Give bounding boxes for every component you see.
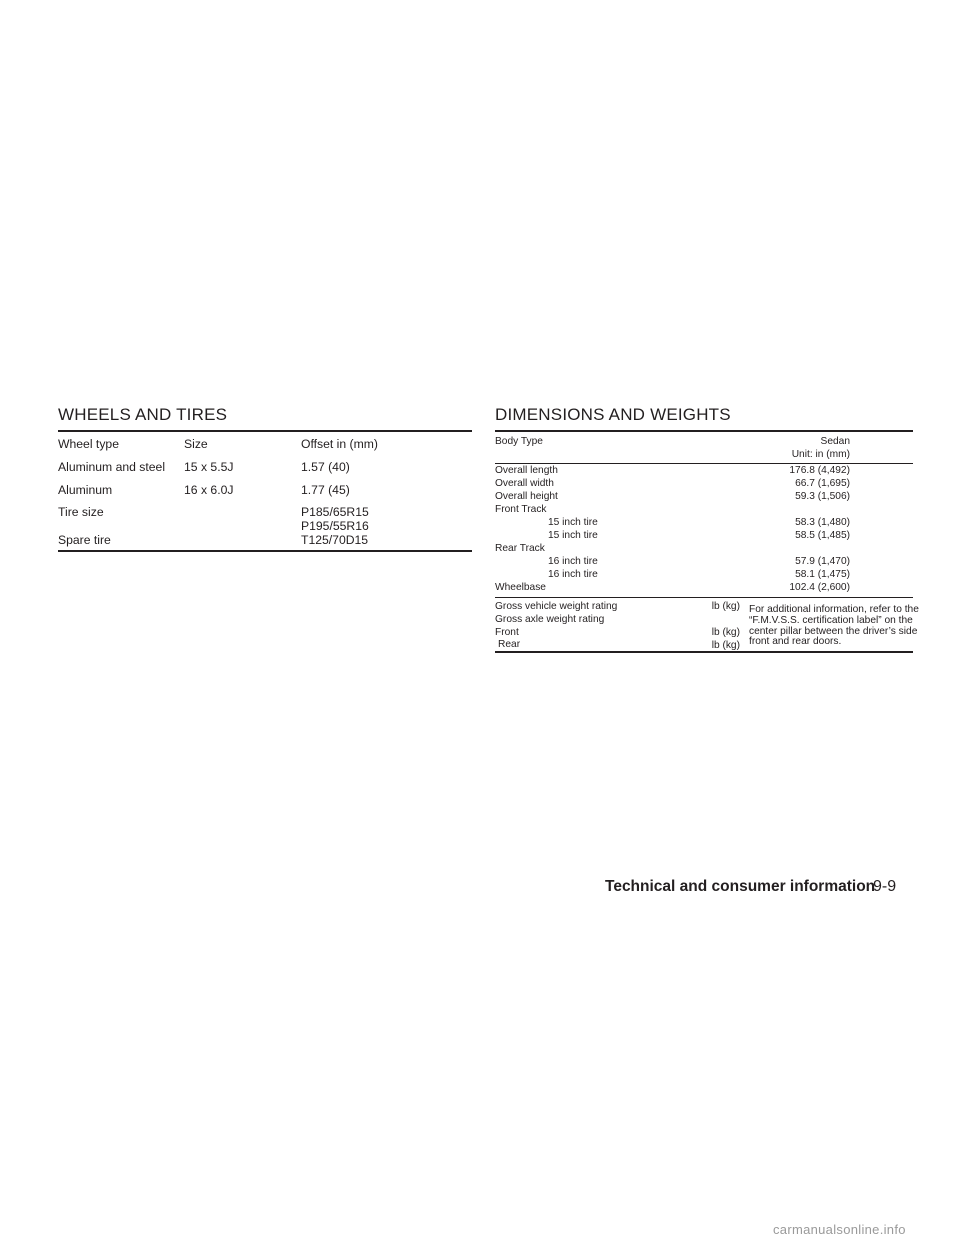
dimension-label: 16 inch tire xyxy=(548,569,598,580)
dimension-value: 176.8 (4,492) xyxy=(789,465,850,476)
dimension-value: 58.1 (1,475) xyxy=(795,569,850,580)
wheels-header-offset: Offset in (mm) xyxy=(301,437,378,451)
dimension-value: 57.9 (1,470) xyxy=(795,556,850,567)
body-type-value: Sedan xyxy=(820,436,850,447)
dimensions-header-rule xyxy=(495,463,913,464)
wheels-row-size: 16 x 6.0J xyxy=(184,483,234,497)
wheels-header-type: Wheel type xyxy=(58,437,119,451)
dimension-label: Overall height xyxy=(495,491,558,502)
weight-unit: lb (kg) xyxy=(711,601,740,612)
dimension-label: Overall length xyxy=(495,465,558,476)
dimension-value: 66.7 (1,695) xyxy=(795,478,850,489)
dimension-value: 58.3 (1,480) xyxy=(795,517,850,528)
dimension-label: Rear Track xyxy=(495,543,545,554)
dimensions-top-rule xyxy=(495,430,913,432)
tire-size-value: P185/65R15 xyxy=(301,505,369,519)
weight-label: Gross axle weight rating xyxy=(495,614,605,625)
dimensions-bottom-rule xyxy=(495,651,913,653)
certification-note: For additional information, refer to the “F.M.V.S.S. certification label” on the center pillar between the driver’s side front and rear doors. xyxy=(749,604,919,648)
weight-unit: lb (kg) xyxy=(711,640,740,651)
weight-label: Gross vehicle weight rating xyxy=(495,601,618,612)
spare-tire-label: Spare tire xyxy=(58,533,111,547)
dimension-label: 15 inch tire xyxy=(548,530,598,541)
wheels-row-offset: 1.77 (45) xyxy=(301,483,350,497)
weight-label: Front xyxy=(495,627,519,638)
dimension-value: 102.4 (2,600) xyxy=(789,582,850,593)
tire-size-label: Tire size xyxy=(58,505,104,519)
dimension-label: 15 inch tire xyxy=(548,517,598,528)
body-type-label: Body Type xyxy=(495,436,543,447)
wheels-row-type: Aluminum and steel xyxy=(58,460,166,474)
weight-unit: lb (kg) xyxy=(711,627,740,638)
page-number: 9-9 xyxy=(873,878,897,895)
wheels-row-type: Aluminum xyxy=(58,483,113,497)
dimension-value: 58.5 (1,485) xyxy=(795,530,850,541)
watermark-text: carmanualsonline.info xyxy=(773,1222,906,1237)
spare-tire-value: T125/70D15 xyxy=(301,533,369,547)
wheels-row-offset: 1.57 (40) xyxy=(301,460,350,474)
dimension-value: 59.3 (1,506) xyxy=(795,491,850,502)
wheels-bottom-rule xyxy=(58,550,472,552)
dimension-label: Wheelbase xyxy=(495,582,546,593)
tire-size-value: P195/55R16 xyxy=(301,519,369,533)
dimensions-weights-rule xyxy=(495,597,913,598)
wheels-tires-heading: WHEELS AND TIRES xyxy=(58,405,228,424)
dimension-label: Overall width xyxy=(495,478,554,489)
footer-section-title: Technical and consumer information xyxy=(605,878,876,895)
wheels-header-size: Size xyxy=(184,437,208,451)
dimension-label: 16 inch tire xyxy=(548,556,598,567)
wheels-row-size: 15 x 5.5J xyxy=(184,460,234,474)
dimension-label: Front Track xyxy=(495,504,547,515)
dimensions-weights-heading: DIMENSIONS AND WEIGHTS xyxy=(495,405,731,424)
weight-label: Rear xyxy=(498,639,521,650)
unit-label: Unit: in (mm) xyxy=(791,449,850,460)
wheels-top-rule xyxy=(58,430,472,432)
